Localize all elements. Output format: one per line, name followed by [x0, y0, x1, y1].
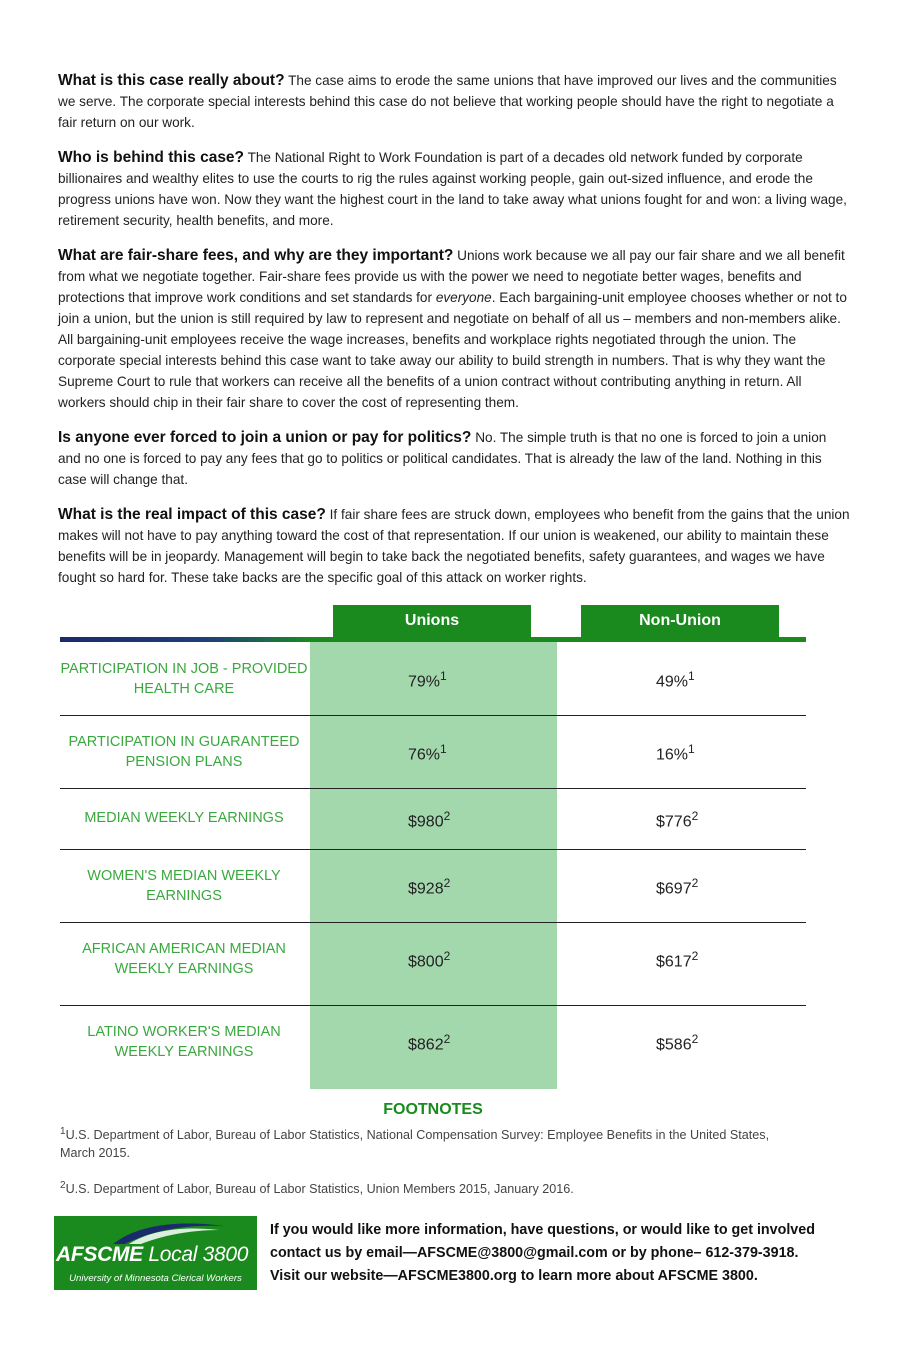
- row-divider: [60, 788, 806, 789]
- answer-part-2: . Each bargaining-unit employee chooses whether or not to join a union, but the union is still required by law to represent and negotiate on behalf of all us – members and non-members alike. All bargaining-unit employees receive the wage increases, benefits and workplace rights negotiated through the union. The corporate special interests behind this case want to take away our ability to build strength in numbers. That is why they want the Supreme Court to rule that workers can receive all the benefits of a union contract without contributing anything in return. All workers should chip in their fair share to cover the cost of representing them.: [58, 290, 847, 410]
- answer-part-1: Unions work because we all pay our fair share and we all benefit from what we negotiate together. Fair-share fees provide us with the power we need to negotiate better wages, benefits and protections that improve work conditions and set standards for: [58, 248, 845, 305]
- union-value: $\$980^2$: [408, 809, 451, 831]
- non-union-value: $\$617^2$: [656, 949, 699, 971]
- row-label: PARTICIPATION IN GUARANTEED PENSION PLANS: [68, 734, 300, 770]
- qa-case-about: [58, 70, 850, 133]
- question: Who is behind this case?: [58, 149, 245, 166]
- answer: The case aims to erode the same unions that have improved our lives and the communities we serve. The corporate special interests behind this case do not believe that working people should have the right to negotiate a fair return on our work.: [58, 73, 837, 130]
- answer: If fair share fees are struck down, employees who benefit from the gains that the union makes will not have to pay anything toward the cost of that representation. If our union is weakened, our ability to maintain these benefits will be in jeopardy. Management will begin to take back the negotiated benefits, safety guarantees, and wages we have fought so hard for. These take backs are the specific goal of this attack on worker rights.: [58, 507, 850, 585]
- row-divider: [60, 849, 806, 850]
- footnotes-title: FOOTNOTES: [383, 1101, 483, 1118]
- row-divider: [60, 922, 806, 923]
- question: Is anyone ever forced to join a union or pay for politics?: [58, 429, 472, 446]
- qa-fair-share: [58, 245, 850, 413]
- answer-emphasis: everyone: [435, 290, 492, 305]
- row-divider: [60, 715, 806, 716]
- afscme-logo: [54, 1216, 257, 1290]
- row-label: WOMEN'S MEDIAN WEEKLY EARNINGS: [87, 868, 281, 904]
- logo-subtitle: University of Minnesota Clerical Workers: [69, 1273, 242, 1284]
- answer: The National Right to Work Foundation is part of a decades old network funded by corporate billionaires and wealthy elites to use the courts to rig the rules against working people, gain out-sized influence, and erode the progress unions have won. Now they want the highest court in the land to take away what unions fought for and won: a living wage, retirement security, health benefits, and more.: [58, 150, 847, 228]
- row-label: MEDIAN WEEKLY EARNINGS: [84, 810, 284, 826]
- header-unions: Unions: [333, 605, 531, 637]
- footnote-1: $^1$U.S. Department of Labor, Bureau of Labor Statistics, National Compensation Survey: Employee Benefits in the United States, March 2015.: [60, 1126, 770, 1161]
- question: What is the real impact of this case?: [58, 506, 326, 523]
- qa-real-impact: [58, 504, 850, 588]
- qa-forced-to-join: [58, 427, 850, 490]
- contact-line-1: If you would like more information, have questions, or would like to get involved: [270, 1222, 815, 1238]
- row-label: LATINO WORKER'S MEDIAN WEEKLY EARNINGS: [87, 1024, 281, 1060]
- qa-who-behind: [58, 147, 850, 231]
- header-non-union: Non-Union: [581, 605, 779, 637]
- non-union-value: $\$776^2$: [656, 809, 699, 831]
- union-value: $\$800^2$: [408, 949, 451, 971]
- logo-name: AFSCME Local 3800: [56, 1243, 249, 1266]
- non-union-value: $\$586^2$: [656, 1032, 699, 1054]
- question: What is this case really about?: [58, 72, 285, 89]
- row-divider: [60, 1005, 806, 1006]
- header-rule: [60, 637, 310, 642]
- contact-line-3: Visit our website—AFSCME3800.org to learn more about AFSCME 3800.: [270, 1268, 758, 1284]
- non-union-value: 49%$^1$: [656, 669, 695, 691]
- question: What are fair-share fees, and why are they important?: [58, 247, 454, 264]
- contact-line-2: contact us by email—AFSCME@3800@gmail.com or by phone– 612-379-3918.: [270, 1245, 799, 1261]
- footnote-2: $^2$U.S. Department of Labor, Bureau of Labor Statistics, Union Members 2015, January 2016.: [60, 1180, 574, 1197]
- union-value: 76%$^1$: [408, 742, 447, 764]
- row-label: PARTICIPATION IN JOB - PROVIDED HEALTH CARE: [60, 661, 308, 697]
- union-value: $\$862^2$: [408, 1032, 451, 1054]
- answer: No. The simple truth is that no one is forced to join a union and no one is forced to pay any fees that go to politics or political candidates. That is already the law of the land. Nothing in this case will change that.: [58, 430, 827, 487]
- non-union-value: 16%$^1$: [656, 742, 695, 764]
- union-value: 79%$^1$: [408, 669, 447, 691]
- contact-info: [270, 1219, 850, 1288]
- non-union-value: $\$697^2$: [656, 876, 699, 898]
- union-value: $\$928^2$: [408, 876, 451, 898]
- unions-column-highlight: [310, 642, 557, 1089]
- row-label: AFRICAN AMERICAN MEDIAN WEEKLY EARNINGS: [82, 941, 286, 977]
